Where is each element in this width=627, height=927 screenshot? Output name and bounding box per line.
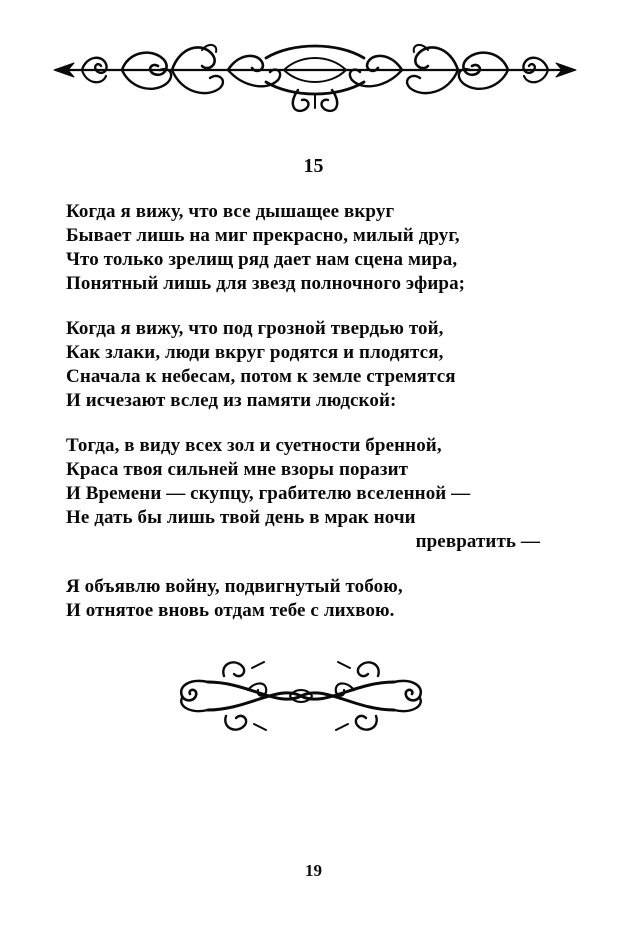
poem-line-continuation: превратить — — [415, 531, 540, 552]
poem-line: Краса твоя сильней мне взоры поразит — [66, 459, 409, 480]
poem-line: Тогда, в виду всех зол и суетности бренной, — [66, 435, 442, 456]
poem-line: Сначала к небесам, потом к земле стремятся — [66, 366, 456, 387]
stanza-4 — [66, 575, 546, 623]
stanza-1 — [66, 200, 546, 296]
poem-line: Бывает лишь на миг прекрасно, милый друг, — [66, 225, 460, 246]
poem-line: Не дать бы лишь твой день в мрак ночи — [66, 507, 416, 528]
flourish-tailpiece-icon — [168, 658, 434, 734]
poem-line: И исчезают вслед из памяти людской: — [66, 390, 397, 411]
flourish-divider-icon — [52, 38, 578, 118]
stanza-2 — [66, 317, 546, 413]
page-number: 19 — [305, 861, 322, 880]
poem-body — [66, 200, 546, 644]
poem-line: И отнятое вновь отдам тебе с лихвою. — [66, 600, 395, 621]
poem-line: Когда я вижу, что все дышащее вкруг — [66, 201, 395, 222]
poem-line: Когда я вижу, что под грозной твердью той, — [66, 318, 444, 339]
poem-line: И Времени — скупцу, грабителю вселенной — — [66, 483, 471, 504]
poem-line: Я объявлю войну, подвигнутый тобою, — [66, 576, 403, 597]
poem-number: 15 — [303, 155, 324, 177]
stanza-3 — [66, 434, 546, 554]
poem-line: Понятный лишь для звезд полночного эфира; — [66, 273, 466, 294]
poem-line: Как злаки, люди вкруг родятся и плодятся, — [66, 342, 444, 363]
poem-line: Что только зрелищ ряд дает нам сцена мира, — [66, 249, 458, 270]
